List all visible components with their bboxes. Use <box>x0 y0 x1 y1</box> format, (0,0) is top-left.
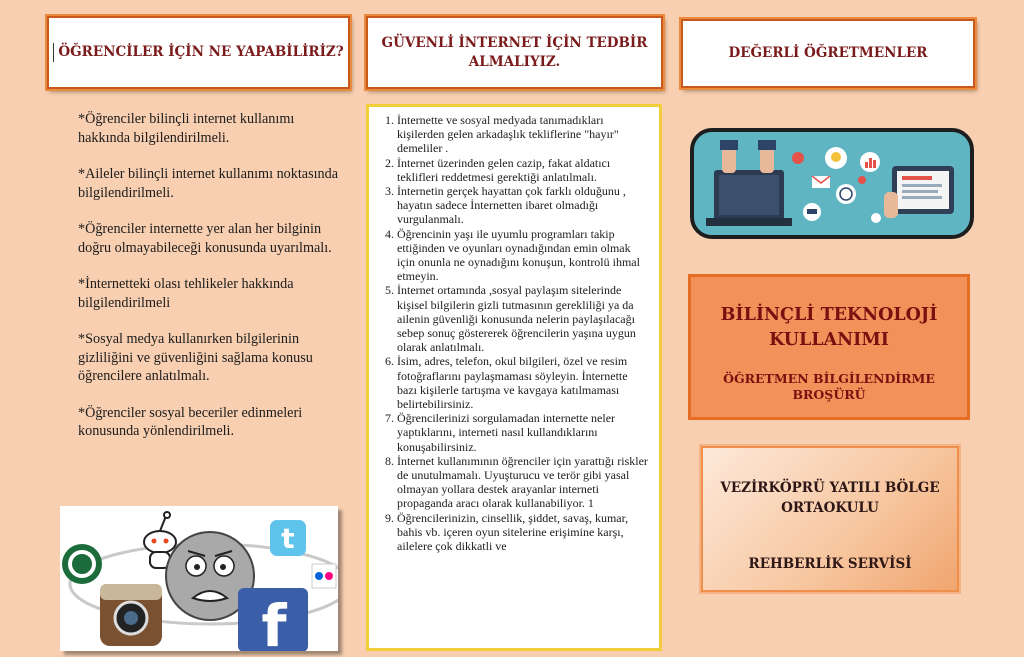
mail-icon <box>812 176 830 188</box>
chart-icon <box>860 152 880 172</box>
student-recommendations <box>78 110 340 459</box>
recommendation-item: *Aileler bilinçli internet kullanımı noktasında bilgilendirilmeli. <box>78 166 339 201</box>
teachers-header <box>681 19 975 88</box>
teachers-header-text: DEĞERLİ ÖĞRETMENLER <box>728 45 928 62</box>
safety-tip: 1. İnternette ve sosyal medyada tanımadıkları kişilerden gelen arkadaşlık tekliflerine "hayır" demeliler . <box>397 113 649 156</box>
social-media-illustration <box>60 506 338 651</box>
recommendation-item: *İnternetteki olası tehlikeler hakkında bilgilendirilmeli <box>78 276 294 311</box>
safety-tip: 7. Öğrencilerinizi sorgulamadan internette neler yaptıklarını, interneti nasıl kullandıklarını konuşabilirsiniz. <box>397 411 649 454</box>
recommendation-item: *Öğrenciler bilinçli internet kullanımı hakkında bilgilendirilmeli. <box>78 111 295 146</box>
students-header-text: ÖĞRENCİLER İÇİN NE YAPABİLİRİZ? <box>53 43 343 61</box>
safety-header-text: GÜVENLİ İNTERNET İÇİN TEDBİR ALMALIYIZ. <box>381 35 648 70</box>
safety-tip: 4. Öğrencinin yaşı ile uyumlu programları takip ettiğinden ve oyunları oynadığından emin olmak için onunla ne oynadığını konuşun, kontrolü ihmal etmeyin. <box>397 227 649 284</box>
safety-tip: 3. İnternetin gerçek hayattan çok farklı olduğunu , hayatın sadece İnternetten ibaret olmadığı vurgulanmalı. <box>397 184 649 227</box>
svg-text:f: f <box>261 592 287 651</box>
safety-tips-list <box>377 113 649 553</box>
guidance-service: REHBERLİK SERVİSİ <box>748 556 912 572</box>
safety-tip: 6. İsim, adres, telefon, okul bilgileri, özel ve resim fotoğraflarını paylaşmaması söyleyin. İnternette bazı kişilerle tartışma ve kavgaya katılmaması belirtebilirsiniz. <box>397 354 649 411</box>
students-header <box>47 16 350 89</box>
flickr-icon <box>312 564 336 588</box>
globe-icon <box>836 184 856 204</box>
safety-tip: 2. İnternet üzerinden gelen cazip, fakat aldatıcı teklifleri reddetmesi gerektiği anlatılmalı. <box>397 156 649 184</box>
school-name: VEZİRKÖPRÜ YATILI BÖLGE ORTAOKULU <box>720 480 940 516</box>
brochure-title: BİLİNÇLİ TEKNOLOJİ KULLANIMI <box>720 305 938 350</box>
tablet-icon <box>884 166 954 218</box>
safety-tip: 5. İnternet ortamında ,sosyal paylaşım sitelerinde kişisel bilgilerin gizli tutmasının gerekliliği ya da ailenin güvenliği konusunda nelerin paylaşılacağı sebep sonuç göstererek öğrencilerin yaşına uygun olarak anlatılmalı. <box>397 283 649 354</box>
stumbleupon-icon <box>62 544 102 584</box>
recommendation-item: *Öğrenciler sosyal beceriler edinmeleri konusunda yönlendirilmeli. <box>78 404 303 439</box>
safety-tip: 9. Öğrencilerinizin, cinsellik, şiddet, savaş, kumar, bahis vb. içeren oyun sitelerine erişimine karşı, ailelere çok dikkatli ve <box>397 511 649 554</box>
school-info-box <box>701 446 959 592</box>
lightbulb-icon <box>825 147 847 169</box>
brochure-title-box <box>688 274 970 420</box>
instagram-icon <box>100 584 162 646</box>
technology-illustration <box>690 128 974 239</box>
svg-text:t: t <box>281 522 295 555</box>
safety-tip: 8. İnternet kullanımının öğrenciler için yarattığı riskler de unutulmamalı. Uyuşturucu ve terör gibi yasal olmayan yollara destek arayanlar interneti propaganda aracı olarak kullanabiliyor. 1 <box>397 454 649 511</box>
cart-icon <box>803 203 821 221</box>
recommendation-item: *Sosyal medya kullanırken bilgilerinin gizliliğini ve güvenliğini sağlama konusu öğrencilere anlatılmalı. <box>78 331 313 384</box>
safety-tips-panel <box>366 104 662 651</box>
brochure-subtitle: ÖĞRETMEN BİLGİLENDİRME BROŞÜRÜ <box>723 371 935 402</box>
recommendation-item: *Öğrenciler internette yer alan her bilginin doğru olmayabileceği konusunda uyarılmalı. <box>78 221 332 256</box>
facebook-icon <box>238 588 308 651</box>
twitter-icon <box>270 520 306 556</box>
safety-header <box>366 16 663 89</box>
